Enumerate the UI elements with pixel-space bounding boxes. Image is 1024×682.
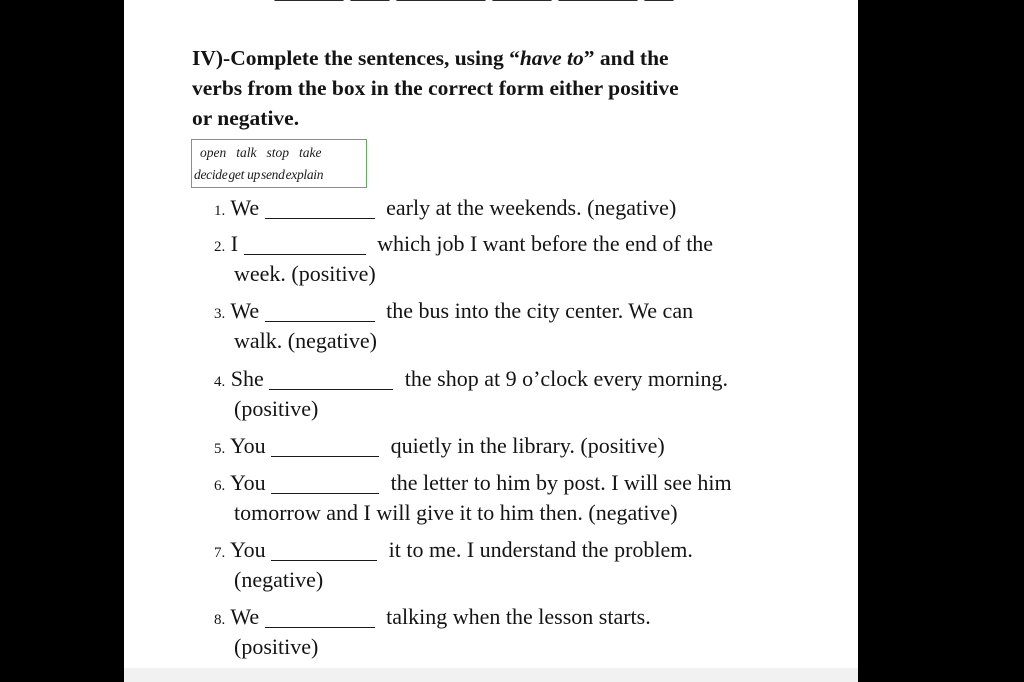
word-box-verb: send (261, 167, 285, 182)
cropped-previous-line (274, 0, 694, 2)
word-box-verb: open (200, 145, 227, 160)
page-bottom-edge (124, 668, 858, 682)
item-text: early at the weekends. (negative) (386, 195, 677, 220)
answer-blank[interactable] (265, 605, 375, 628)
item-subject: You (229, 433, 266, 458)
instruction-text: IV)-Complete the sentences, using “ (192, 46, 520, 70)
item-text: it to me. I understand the problem. (388, 537, 693, 562)
item-text: the letter to him by post. I will see him (390, 470, 732, 495)
item-number: 2. (214, 239, 226, 255)
answer-blank[interactable] (244, 232, 366, 255)
item-continuation: (positive) (234, 396, 319, 421)
item-number: 3. (214, 306, 226, 322)
item-subject: We (230, 298, 260, 323)
item-subject: We (230, 604, 260, 629)
word-box-verb: take (299, 145, 322, 160)
item-number: 7. (214, 545, 226, 561)
item-subject: You (229, 470, 266, 495)
item-subject: We (230, 195, 260, 220)
item-continuation: week. (positive) (234, 261, 376, 286)
sentence-item (214, 430, 665, 465)
instruction-phrase: have to (519, 46, 584, 70)
word-box-verb: stop (266, 145, 290, 160)
word-box-verb: talk (236, 145, 257, 160)
item-text: talking when the lesson starts. (386, 604, 651, 629)
answer-blank[interactable] (271, 471, 379, 494)
instruction-text: ” and the (583, 46, 669, 70)
instruction-text: verbs from the box in the correct form either positive (192, 76, 679, 100)
item-continuation: tomorrow and I will give it to him then. (negative) (234, 500, 678, 525)
sentence-item (214, 192, 676, 227)
item-continuation: walk. (negative) (234, 328, 377, 353)
word-box-row (200, 145, 332, 161)
word-box-verb: explain (285, 167, 324, 182)
item-text: the shop at 9 o’clock every morning. (404, 366, 728, 391)
item-number: 8. (214, 612, 226, 628)
item-subject: She (230, 366, 264, 391)
answer-blank[interactable] (265, 196, 375, 219)
item-number: 4. (214, 374, 226, 390)
word-box-verb: decide (194, 167, 228, 182)
exercise-instructions (192, 43, 792, 133)
answer-blank[interactable] (271, 538, 377, 561)
answer-blank[interactable] (271, 434, 379, 457)
answer-blank[interactable] (265, 299, 375, 322)
word-box-row (194, 167, 324, 183)
item-continuation: (negative) (234, 567, 324, 592)
item-number: 6. (214, 478, 226, 494)
verb-word-box (191, 139, 367, 188)
item-text: the bus into the city center. We can (386, 298, 694, 323)
word-box-verb: get up (228, 167, 261, 182)
item-text: which job I want before the end of the (377, 231, 714, 256)
item-number: 1. (214, 203, 226, 219)
answer-blank[interactable] (269, 367, 393, 390)
item-continuation: (positive) (234, 634, 319, 659)
item-number: 5. (214, 441, 226, 457)
item-text: quietly in the library. (positive) (390, 433, 665, 458)
item-subject: You (229, 537, 266, 562)
worksheet-page (124, 0, 858, 668)
item-subject: I (230, 231, 239, 256)
instruction-text: or negative. (192, 106, 300, 130)
